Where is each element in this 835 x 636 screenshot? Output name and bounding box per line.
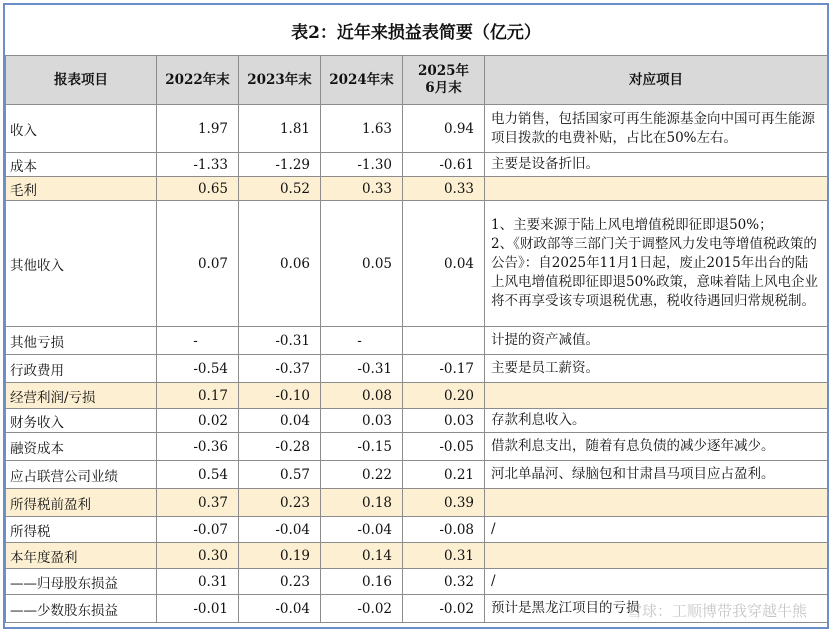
value-cell: 0.33	[321, 177, 403, 201]
description-cell: 预计是黑龙江项目的亏损	[485, 595, 828, 623]
description-cell: 主要是员工薪资。	[485, 355, 828, 383]
table-row	[6, 177, 828, 201]
value-cell: -0.07	[157, 517, 239, 543]
row-label: 经营利润/亏损	[6, 383, 157, 409]
value-cell: -0.37	[239, 355, 321, 383]
value-cell: 0.23	[239, 489, 321, 517]
value-cell: -0.17	[403, 355, 485, 383]
value-cell: 0.32	[403, 569, 485, 595]
value-cell: 0.03	[403, 409, 485, 433]
value-cell: 1.63	[321, 105, 403, 153]
description-cell	[485, 489, 828, 517]
row-label: 收入	[6, 105, 157, 153]
description-cell: 主要是设备折旧。	[485, 153, 828, 177]
col-header-item: 报表项目	[6, 56, 157, 105]
value-cell: -0.61	[403, 153, 485, 177]
description-cell: /	[485, 569, 828, 595]
row-label: ——归母股东损益	[6, 569, 157, 595]
table-row	[6, 517, 828, 543]
value-cell: -0.10	[239, 383, 321, 409]
table-row	[6, 153, 828, 177]
value-cell: -1.29	[239, 153, 321, 177]
value-cell: 0.31	[403, 543, 485, 569]
value-cell: 0.94	[403, 105, 485, 153]
row-label: 应占联营公司业绩	[6, 461, 157, 489]
value-cell: 0.03	[321, 409, 403, 433]
value-cell: 0.54	[157, 461, 239, 489]
value-cell: -0.08	[403, 517, 485, 543]
row-label: 行政费用	[6, 355, 157, 383]
value-cell: 0.04	[403, 201, 485, 327]
table-row	[6, 201, 828, 327]
value-cell: -0.28	[239, 433, 321, 461]
description-cell: 电力销售，包括国家可再生能源基金向中国可再生能源项目拨款的电费补贴，占比在50%左右。	[485, 105, 828, 153]
value-cell: 0.16	[321, 569, 403, 595]
value-cell: -0.01	[157, 595, 239, 623]
row-label: 所得税	[6, 517, 157, 543]
value-cell: 0.17	[157, 383, 239, 409]
value-cell: -0.04	[239, 595, 321, 623]
col-header-2022: 2022年末	[157, 56, 239, 105]
value-cell: -0.02	[321, 595, 403, 623]
value-cell: 0.65	[157, 177, 239, 201]
description-cell: 存款利息收入。	[485, 409, 828, 433]
value-cell: -0.02	[403, 595, 485, 623]
table-row	[6, 383, 828, 409]
table-frame	[3, 3, 829, 629]
description-cell: /	[485, 517, 828, 543]
value-cell: 0.08	[321, 383, 403, 409]
value-cell: 0.02	[157, 409, 239, 433]
row-label: 融资成本	[6, 433, 157, 461]
description-cell: 计提的资产减值。	[485, 327, 828, 355]
value-cell: 0.52	[239, 177, 321, 201]
col-header-2023: 2023年末	[239, 56, 321, 105]
value-cell: 0.39	[403, 489, 485, 517]
table-row	[6, 433, 828, 461]
description-cell: 河北单晶河、绿脑包和甘肃昌马项目应占盈利。	[485, 461, 828, 489]
value-cell: 0.21	[403, 461, 485, 489]
income-statement-table	[5, 55, 828, 623]
value-cell: 0.31	[157, 569, 239, 595]
value-cell: 1.97	[157, 105, 239, 153]
value-cell: -0.04	[321, 517, 403, 543]
table-row	[6, 569, 828, 595]
watermark: 雪球：工顺博带我穿越牛熊	[626, 602, 807, 620]
description-cell: 1、主要来源于陆上风电增值税即征即退50%； 2、《财政部等三部门关于调整风力发电等增值税政策的公告》：自2025年11月1日起，废止2015年出台的陆上风电增值税即征即退50%政策，意味着陆上风电企业将不再享受该专项退税优惠，税收待遇回归常规税制。	[485, 201, 828, 327]
col-header-2025h1: 2025年 6月末	[403, 56, 485, 105]
value-cell: -0.04	[239, 517, 321, 543]
row-label: 所得税前盈利	[6, 489, 157, 517]
value-cell: 0.22	[321, 461, 403, 489]
description-cell	[485, 543, 828, 569]
row-label: 毛利	[6, 177, 157, 201]
description-cell	[485, 383, 828, 409]
value-cell: 1.81	[239, 105, 321, 153]
row-label: 其他收入	[6, 201, 157, 327]
table-row	[6, 105, 828, 153]
value-cell: -	[157, 327, 239, 355]
col-header-desc: 对应项目	[485, 56, 828, 105]
table-row	[6, 543, 828, 569]
value-cell: 0.04	[239, 409, 321, 433]
value-cell: 0.33	[403, 177, 485, 201]
row-label: 其他亏损	[6, 327, 157, 355]
col-header-2024: 2024年末	[321, 56, 403, 105]
value-cell: -1.33	[157, 153, 239, 177]
value-cell: 0.14	[321, 543, 403, 569]
value-cell: -1.30	[321, 153, 403, 177]
value-cell: 0.19	[239, 543, 321, 569]
table-row	[6, 409, 828, 433]
value-cell: 0.30	[157, 543, 239, 569]
header-row	[6, 56, 828, 105]
row-label: 成本	[6, 153, 157, 177]
value-cell	[403, 327, 485, 355]
value-cell: 0.06	[239, 201, 321, 327]
table-title: 表2：近年来损益表简要（亿元）	[291, 22, 541, 43]
value-cell: 0.20	[403, 383, 485, 409]
row-label: 本年度盈利	[6, 543, 157, 569]
value-cell: 0.05	[321, 201, 403, 327]
value-cell: -0.31	[239, 327, 321, 355]
value-cell: -0.36	[157, 433, 239, 461]
value-cell: 0.07	[157, 201, 239, 327]
value-cell: -0.54	[157, 355, 239, 383]
description-cell: 借款利息支出，随着有息负债的减少逐年减少。	[485, 433, 828, 461]
table-row	[6, 489, 828, 517]
table-row	[6, 461, 828, 489]
value-cell: 0.23	[239, 569, 321, 595]
table-row	[6, 327, 828, 355]
value-cell: -0.05	[403, 433, 485, 461]
value-cell: 0.57	[239, 461, 321, 489]
value-cell: -0.31	[321, 355, 403, 383]
row-label: 财务收入	[6, 409, 157, 433]
table-row	[6, 355, 828, 383]
value-cell: 0.18	[321, 489, 403, 517]
description-cell	[485, 177, 828, 201]
value-cell: 0.37	[157, 489, 239, 517]
value-cell: -	[321, 327, 403, 355]
value-cell: -0.15	[321, 433, 403, 461]
row-label: ——少数股东损益	[6, 595, 157, 623]
